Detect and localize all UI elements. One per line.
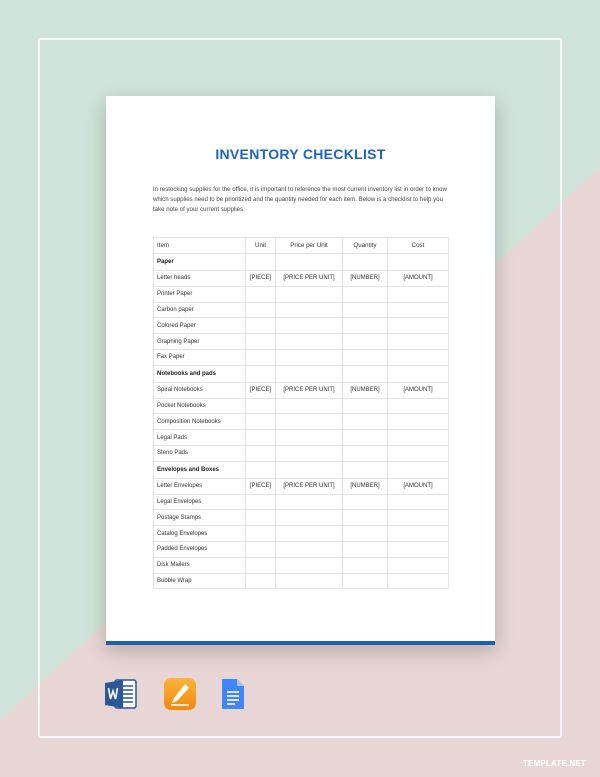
table-cell [276, 365, 343, 382]
header-price-per-unit: Price per Unit [276, 238, 343, 254]
category-row [154, 461, 449, 478]
table-cell: [PRICE PER UNIT] [276, 478, 343, 494]
table-cell [388, 365, 449, 382]
table-cell [388, 541, 449, 557]
table-cell: [PRICE PER UNIT] [276, 271, 343, 287]
table-row [154, 557, 449, 573]
pages-icon[interactable] [163, 677, 197, 711]
table-cell [276, 254, 343, 271]
table-cell [343, 494, 388, 510]
header-unit: Unit [246, 238, 276, 254]
table-cell [276, 286, 343, 302]
header-item: Item [154, 238, 246, 254]
table-cell [246, 254, 276, 271]
table-row [154, 494, 449, 510]
table-row [154, 414, 449, 430]
table-cell [276, 526, 343, 542]
category-row [154, 254, 449, 271]
intro-paragraph: In restocking supplies for the office, it is important to reference the most current inventory list in order to know which supplies need to be prioritized and the quantity needed for each item. Below is a checklist to help you take note of your current supplies. [153, 186, 447, 213]
table-cell [343, 541, 388, 557]
table-cell [276, 461, 343, 478]
table-cell [276, 430, 343, 446]
table-cell [343, 445, 388, 461]
table-cell [246, 573, 276, 589]
table-cell: Bubble Wrap [154, 573, 246, 589]
table-cell [343, 461, 388, 478]
table-cell: Letter heads [154, 271, 246, 287]
table-cell [246, 398, 276, 414]
table-cell [343, 398, 388, 414]
table-cell [388, 557, 449, 573]
table-cell: Catalog Envelopes [154, 526, 246, 542]
category-label: Paper [154, 254, 246, 271]
table-cell [246, 349, 276, 365]
table-cell [246, 541, 276, 557]
table-row [154, 398, 449, 414]
table-cell [276, 318, 343, 334]
table-cell: Postage Stamps [154, 510, 246, 526]
table-cell: Graphing Paper [154, 334, 246, 350]
table-cell [276, 445, 343, 461]
word-icon[interactable] [104, 677, 138, 711]
table-cell [343, 557, 388, 573]
table-cell: [PIECE] [246, 382, 276, 398]
table-cell [388, 254, 449, 271]
table-cell [246, 414, 276, 430]
table-row [154, 478, 449, 494]
google-docs-icon[interactable] [216, 677, 250, 711]
table-cell [276, 557, 343, 573]
document-title: INVENTORY CHECKLIST [215, 146, 386, 162]
document-footer-bar [106, 641, 495, 645]
table-row [154, 430, 449, 446]
table-cell [246, 334, 276, 350]
table-cell [388, 526, 449, 542]
table-cell [246, 286, 276, 302]
table-cell: [PIECE] [246, 478, 276, 494]
table-cell: [NUMBER] [343, 382, 388, 398]
document-preview [106, 96, 495, 645]
table-cell: [PIECE] [246, 271, 276, 287]
table-cell: [NUMBER] [343, 478, 388, 494]
table-cell [388, 414, 449, 430]
table-body [154, 254, 449, 589]
table-cell [388, 318, 449, 334]
table-cell [343, 526, 388, 542]
table-cell [388, 461, 449, 478]
table-cell [388, 349, 449, 365]
header-quantity: Quantity [343, 238, 388, 254]
table-cell: Colored Paper [154, 318, 246, 334]
table-row [154, 526, 449, 542]
table-cell: Disk Mailers [154, 557, 246, 573]
table-cell [246, 557, 276, 573]
table-row [154, 286, 449, 302]
table-cell [276, 349, 343, 365]
table-cell [276, 414, 343, 430]
table-cell: [AMOUNT] [388, 478, 449, 494]
table-cell [343, 318, 388, 334]
table-cell: [AMOUNT] [388, 382, 449, 398]
table-cell [343, 510, 388, 526]
table-header-row [154, 238, 449, 254]
category-row [154, 365, 449, 382]
brand-watermark: TEMPLATE.NET [522, 759, 586, 768]
table-cell [388, 398, 449, 414]
table-cell [246, 445, 276, 461]
table-cell [246, 365, 276, 382]
table-cell [246, 494, 276, 510]
table-cell: Legal Envelopes [154, 494, 246, 510]
table-cell [388, 510, 449, 526]
table-cell: Fax Paper [154, 349, 246, 365]
table-cell [343, 430, 388, 446]
table-row [154, 318, 449, 334]
table-cell [343, 573, 388, 589]
table-cell: [AMOUNT] [388, 271, 449, 287]
table-cell [388, 445, 449, 461]
table-row [154, 445, 449, 461]
table-cell [246, 526, 276, 542]
table-cell [246, 430, 276, 446]
table-cell [343, 349, 388, 365]
table-cell [343, 302, 388, 318]
table-cell: Composition Notebooks [154, 414, 246, 430]
table-cell [343, 254, 388, 271]
table-cell: Printer Paper [154, 286, 246, 302]
table-cell [343, 334, 388, 350]
table-cell [388, 573, 449, 589]
table-cell: Pocket Notebooks [154, 398, 246, 414]
table-cell [276, 398, 343, 414]
table-cell [388, 494, 449, 510]
table-cell [246, 510, 276, 526]
table-cell: Carbon paper [154, 302, 246, 318]
table-row [154, 541, 449, 557]
table-cell: Spiral Notebooks [154, 382, 246, 398]
table-cell [276, 541, 343, 557]
table-cell: Padded Envelopes [154, 541, 246, 557]
inventory-table [153, 237, 449, 589]
table-row [154, 271, 449, 287]
table-cell [343, 414, 388, 430]
table-cell [388, 302, 449, 318]
table-row [154, 573, 449, 589]
table-row [154, 334, 449, 350]
table-cell [276, 302, 343, 318]
table-cell [343, 286, 388, 302]
table-cell [276, 334, 343, 350]
table-cell: Steno Pads [154, 445, 246, 461]
table-row [154, 349, 449, 365]
category-label: Envelopes and Boxes [154, 461, 246, 478]
table-cell: [NUMBER] [343, 271, 388, 287]
table-row [154, 510, 449, 526]
table-cell: Legal Pads [154, 430, 246, 446]
table-cell [343, 365, 388, 382]
table-cell [388, 286, 449, 302]
table-cell [388, 430, 449, 446]
table-cell [246, 302, 276, 318]
header-cost: Cost [388, 238, 449, 254]
table-cell [276, 494, 343, 510]
table-cell [246, 461, 276, 478]
category-label: Notebooks and pads [154, 365, 246, 382]
table-row [154, 382, 449, 398]
table-cell: [PRICE PER UNIT] [276, 382, 343, 398]
table-cell: Letter Envelopes [154, 478, 246, 494]
table-cell [276, 510, 343, 526]
table-row [154, 302, 449, 318]
table-cell [388, 334, 449, 350]
table-cell [276, 573, 343, 589]
table-cell [246, 318, 276, 334]
